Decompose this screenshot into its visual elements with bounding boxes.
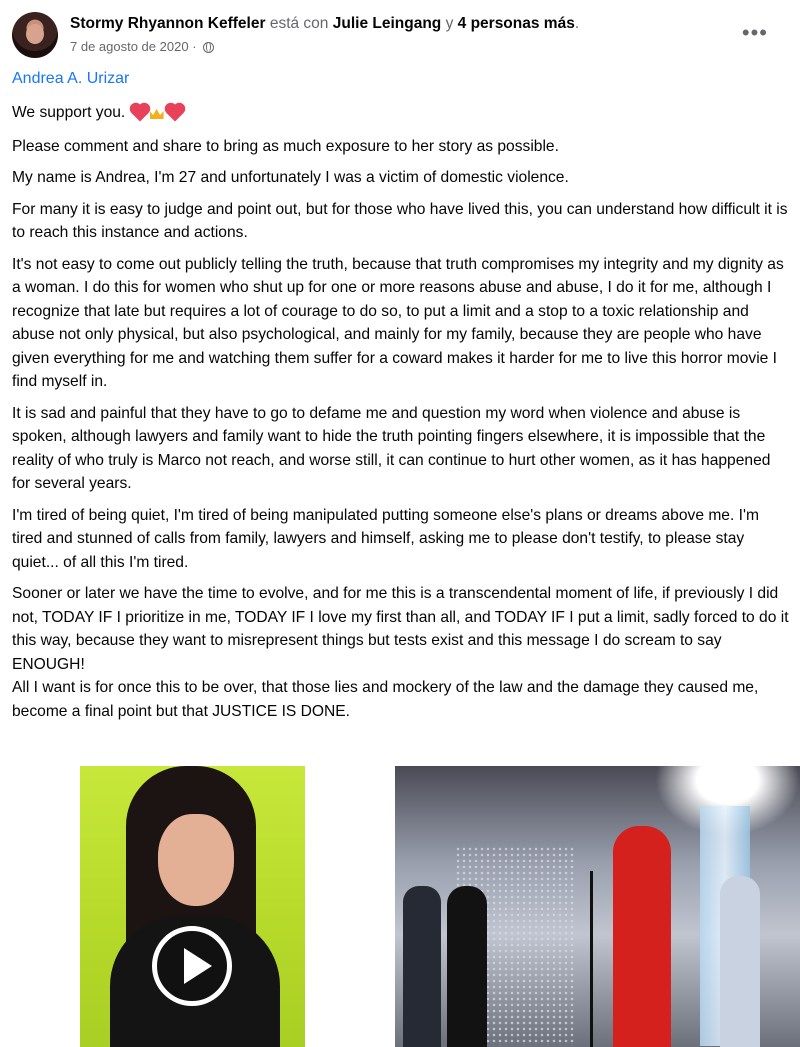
photo-detail (613, 826, 671, 1047)
with-text: está con (269, 15, 329, 32)
period-text: . (574, 15, 580, 32)
post-paragraph-1 (12, 101, 792, 127)
post-date-line (70, 39, 214, 54)
post-paragraph-7: I'm tired of being quiet, I'm tired of being manipulated putting someone else's plans or dreams above me. I'm tired and stunned of calls from family, lawyers and himself, asking me to please don't testify, to please stay quiet... of all this I'm tired. (12, 506, 759, 571)
photo-detail (403, 886, 441, 1047)
post-paragraph-4: For many it is easy to judge and point out, but for those who have lived this, you can understand how difficult it is to reach this instance and actions. (12, 200, 788, 241)
photo-thumbnail[interactable] (395, 766, 800, 1047)
photo-detail (158, 814, 234, 906)
photo-detail (590, 871, 593, 1047)
emoji-group (130, 103, 184, 127)
tagged-user-link[interactable]: Andrea A. Urizar (12, 70, 130, 87)
post-text (12, 101, 792, 731)
date-separator: · (192, 39, 197, 54)
and-text: y (445, 15, 454, 32)
photo-detail (447, 886, 487, 1047)
post-paragraph-5: It's not easy to come out publicly telling the truth, because that truth compromises my integrity and my dignity as a woman. I do this for women who shut up for one or more reasons abuse and abuse, I do it for me, although I recognize that late but requires a lot of courage to do so, to put a limit and a stop to a toxic relationship and abuse not only physical, but also psychological, and mainly for my family, because they are people who have given everything for me and watching them suffer for a coward makes it harder for me to live this horror movie I find myself in. (12, 255, 784, 390)
crown-icon (150, 109, 164, 119)
post-paragraph-8: Sooner or later we have the time to evolve, and for me this is a transcendental moment of life, if previously I did not, TODAY IF I prioritize in me, TODAY IF I love my first than all, and TODAY IF I put a limit, sadly forced to do it this way, because they want to misrepresent things but tests exist and this message I do scream to say ENOUGH! (12, 585, 789, 673)
author-avatar[interactable] (12, 12, 58, 58)
globe-icon (203, 42, 214, 53)
photo-detail (720, 876, 760, 1047)
post-header (12, 12, 788, 62)
support-text: We support you. (12, 104, 126, 121)
post-paragraph-2: Please comment and share to bring as much exposure to her story as possible. (12, 137, 559, 155)
play-icon[interactable] (152, 926, 232, 1006)
author-name[interactable]: Stormy Rhyannon Keffeler (70, 15, 266, 32)
others-link[interactable]: 4 personas más (457, 15, 575, 32)
tagged-person-link[interactable]: Julie Leingang (332, 15, 442, 32)
heart-icon (131, 105, 148, 122)
post-date[interactable]: 7 de agosto de 2020 (70, 39, 189, 54)
more-options-icon[interactable]: ••• (741, 20, 768, 45)
author-line (70, 15, 579, 33)
post-paragraph-6: It is sad and painful that they have to go to defame me and question my word when violence and abuse is spoken, although lawyers and family want to hide the truth pointing fingers elsewhere, it is impossible that the reality of who truly is Marco not reach, and worse still, it can continue to hurt other women, as it has happened for several years. (12, 404, 771, 492)
heart-icon (166, 105, 183, 122)
video-thumbnail[interactable] (80, 766, 305, 1047)
post-paragraph-3: My name is Andrea, I'm 27 and unfortunately I was a victim of domestic violence. (12, 169, 569, 186)
post-paragraph-9: All I want is for once this to be over, that those lies and mockery of the law and the damage they caused me, become a final point but that JUSTICE IS DONE. (12, 679, 759, 720)
